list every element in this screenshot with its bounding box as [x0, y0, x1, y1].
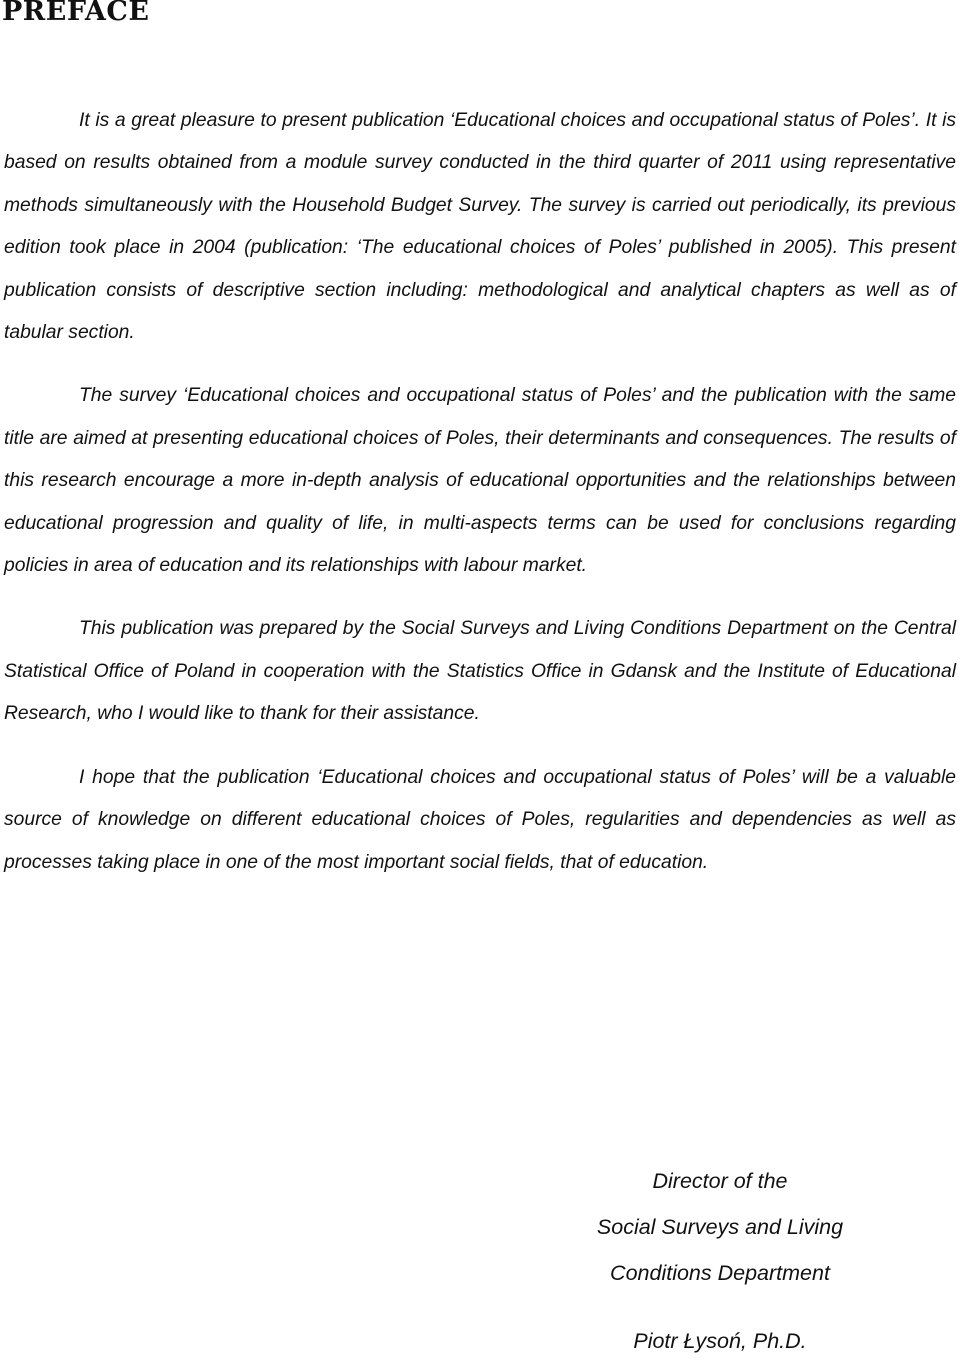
paragraph-2: The survey ‘Educational choices and occupational status of Poles’ and the publication with the same title are aimed at presenting educational choices of Poles, their determinants and consequences. The results of this research encourage a more in-depth analysis of educational opportunities and the relationships between educational progression and quality of life, in multi-aspects terms can be used for conclusions regarding policies in area of education and its relationships with labour market.	[4, 385, 956, 577]
signature-title-line-2: Social Surveys and Living	[596, 1215, 844, 1239]
signature-title-line-1: Director of the	[652, 1169, 788, 1193]
signatory-name: Piotr Łysoń, Ph.D.	[633, 1329, 807, 1353]
page-title: PREFACE	[2, 0, 150, 27]
signature-title-line-3: Conditions Department	[610, 1261, 830, 1285]
paragraph-3: This publication was prepared by the Social Surveys and Living Conditions Department on the Central Statistical Office of Poland in cooperation with the Statistics Office in Gdansk and the Institute of Educational Research, who I would like to thank for their assistance.	[4, 618, 956, 725]
paragraph-4: I hope that the publication ‘Educational choices and occupational status of Poles’ will be a valuable source of knowledge on different educational choices of Poles, regularities and dependencies as well as processes taking place in one of the most important social fields, that of education.	[4, 766, 956, 873]
signature-block	[570, 1158, 870, 1364]
preface-body	[4, 100, 956, 905]
paragraph-1: It is a great pleasure to present publication ‘Educational choices and occupational status of Poles’. It is based on results obtained from a module survey conducted in the third quarter of 2011 using representative methods simultaneously with the Household Budget Survey. The survey is carried out periodically, its previous edition took place in 2004 (publication: ‘The educational choices of Poles’ published in 2005). This present publication consists of descriptive section including: methodological and analytical chapters as well as of tabular section.	[4, 110, 956, 344]
